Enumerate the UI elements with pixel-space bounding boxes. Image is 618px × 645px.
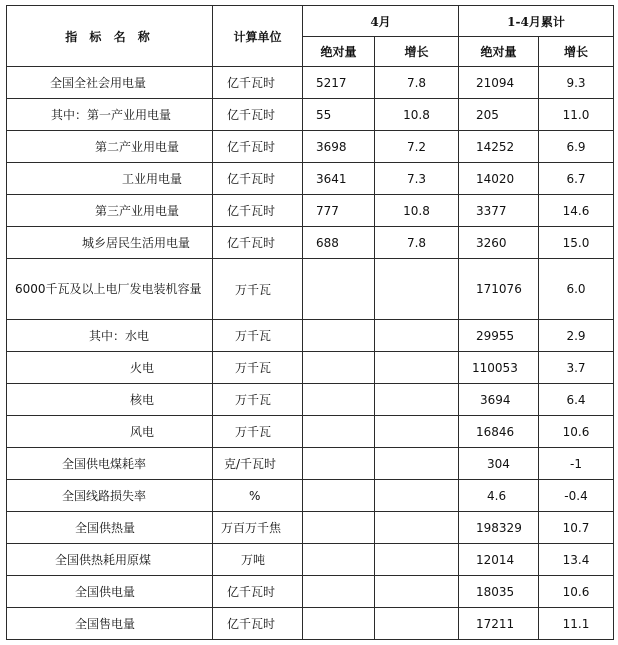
row-month-growth: 7.3 [375, 163, 459, 195]
row-month-growth [375, 448, 459, 480]
row-unit: 万千瓦 [213, 259, 303, 320]
table-row [7, 576, 614, 608]
row-name: 城乡居民生活用电量 [7, 227, 213, 259]
row-month-growth [375, 608, 459, 640]
header-ytd-group: 1-4月累计 [459, 6, 614, 37]
row-ytd-growth: 13.4 [539, 544, 614, 576]
row-unit: 亿千瓦时 [213, 163, 303, 195]
row-unit: 万百万千焦 [213, 512, 303, 544]
row-name: 全国供热耗用原煤 [7, 544, 213, 576]
row-name: 全国供电煤耗率 [7, 448, 213, 480]
row-name: 全国全社会用电量 [7, 67, 213, 99]
row-month-growth [375, 320, 459, 352]
statistics-table [6, 5, 614, 640]
row-ytd-absolute: 17211 [459, 608, 539, 640]
table-row [7, 259, 614, 320]
row-name: 风电 [7, 416, 213, 448]
row-ytd-absolute: 3694 [459, 384, 539, 416]
row-name: 火电 [7, 352, 213, 384]
row-ytd-absolute: 12014 [459, 544, 539, 576]
row-month-absolute [303, 608, 375, 640]
row-unit: 万千瓦 [213, 416, 303, 448]
row-unit: 亿千瓦时 [213, 576, 303, 608]
row-month-absolute [303, 384, 375, 416]
row-unit: 万吨 [213, 544, 303, 576]
header-month-absolute: 绝对量 [303, 37, 375, 67]
row-month-absolute: 55 [303, 99, 375, 131]
row-month-absolute [303, 544, 375, 576]
table-row [7, 608, 614, 640]
row-name: 其中：第一产业用电量 [7, 99, 213, 131]
table-row [7, 131, 614, 163]
row-name: 全国供电量 [7, 576, 213, 608]
row-ytd-growth: 10.6 [539, 416, 614, 448]
row-ytd-growth: 14.6 [539, 195, 614, 227]
row-ytd-absolute: 3260 [459, 227, 539, 259]
table-header [7, 6, 614, 67]
row-month-absolute [303, 576, 375, 608]
table-row [7, 67, 614, 99]
row-ytd-growth: -0.4 [539, 480, 614, 512]
row-ytd-growth: 3.7 [539, 352, 614, 384]
row-month-absolute [303, 320, 375, 352]
row-ytd-absolute: 171076 [459, 259, 539, 320]
row-unit: 亿千瓦时 [213, 227, 303, 259]
row-name: 全国供热量 [7, 512, 213, 544]
row-month-growth [375, 480, 459, 512]
row-month-growth: 10.8 [375, 195, 459, 227]
row-month-growth [375, 259, 459, 320]
table-row [7, 227, 614, 259]
header-unit: 计算单位 [213, 6, 303, 67]
row-name: 其中：水电 [7, 320, 213, 352]
row-unit: 亿千瓦时 [213, 67, 303, 99]
row-month-growth [375, 576, 459, 608]
table-row [7, 544, 614, 576]
row-month-growth [375, 384, 459, 416]
row-ytd-absolute: 4.6 [459, 480, 539, 512]
row-month-absolute: 777 [303, 195, 375, 227]
table-row [7, 352, 614, 384]
table-row [7, 320, 614, 352]
row-ytd-growth: 15.0 [539, 227, 614, 259]
row-ytd-absolute: 16846 [459, 416, 539, 448]
row-ytd-absolute: 14252 [459, 131, 539, 163]
header-ytd-absolute: 绝对量 [459, 37, 539, 67]
row-ytd-growth: 6.0 [539, 259, 614, 320]
table-row [7, 512, 614, 544]
row-ytd-growth: 9.3 [539, 67, 614, 99]
table-row [7, 448, 614, 480]
row-ytd-absolute: 304 [459, 448, 539, 480]
row-month-absolute: 3641 [303, 163, 375, 195]
row-unit: 亿千瓦时 [213, 195, 303, 227]
header-indicator-name: 指 标 名 称 [7, 6, 213, 67]
row-month-absolute [303, 512, 375, 544]
row-month-growth [375, 352, 459, 384]
row-month-growth [375, 416, 459, 448]
row-month-growth: 10.8 [375, 99, 459, 131]
row-month-absolute: 5217 [303, 67, 375, 99]
row-month-growth: 7.8 [375, 227, 459, 259]
row-month-growth [375, 512, 459, 544]
row-unit: 克/千瓦时 [213, 448, 303, 480]
row-ytd-growth: 2.9 [539, 320, 614, 352]
row-month-absolute [303, 416, 375, 448]
row-month-growth: 7.8 [375, 67, 459, 99]
row-unit: 亿千瓦时 [213, 99, 303, 131]
table-row [7, 416, 614, 448]
table-row [7, 99, 614, 131]
row-name: 全国售电量 [7, 608, 213, 640]
row-ytd-absolute: 21094 [459, 67, 539, 99]
row-name: 核电 [7, 384, 213, 416]
row-ytd-absolute: 110053 [459, 352, 539, 384]
row-ytd-absolute: 29955 [459, 320, 539, 352]
row-unit: 亿千瓦时 [213, 608, 303, 640]
row-month-absolute: 3698 [303, 131, 375, 163]
row-ytd-absolute: 14020 [459, 163, 539, 195]
table-row [7, 384, 614, 416]
row-month-absolute: 688 [303, 227, 375, 259]
row-unit: 亿千瓦时 [213, 131, 303, 163]
row-month-absolute [303, 259, 375, 320]
row-ytd-absolute: 18035 [459, 576, 539, 608]
row-ytd-growth: 11.1 [539, 608, 614, 640]
row-name: 第二产业用电量 [7, 131, 213, 163]
row-ytd-absolute: 205 [459, 99, 539, 131]
row-name: 全国线路损失率 [7, 480, 213, 512]
table-row [7, 480, 614, 512]
header-month-growth: 增长 [375, 37, 459, 67]
row-ytd-absolute: 3377 [459, 195, 539, 227]
row-name: 工业用电量 [7, 163, 213, 195]
row-unit: 万千瓦 [213, 352, 303, 384]
row-month-absolute [303, 448, 375, 480]
row-month-absolute [303, 352, 375, 384]
row-month-absolute [303, 480, 375, 512]
row-ytd-growth: 10.7 [539, 512, 614, 544]
row-ytd-growth: 6.7 [539, 163, 614, 195]
row-ytd-growth: 6.4 [539, 384, 614, 416]
row-unit: 万千瓦 [213, 320, 303, 352]
row-ytd-absolute: 198329 [459, 512, 539, 544]
table-row [7, 163, 614, 195]
header-ytd-growth: 增长 [539, 37, 614, 67]
table-body [7, 67, 614, 640]
row-month-growth: 7.2 [375, 131, 459, 163]
row-ytd-growth: 6.9 [539, 131, 614, 163]
row-name: 6000千瓦及以上电厂发电装机容量 [7, 259, 213, 320]
row-month-growth [375, 544, 459, 576]
row-unit: 万千瓦 [213, 384, 303, 416]
row-ytd-growth: 10.6 [539, 576, 614, 608]
table-row [7, 195, 614, 227]
row-unit: % [213, 480, 303, 512]
header-month-group: 4月 [303, 6, 459, 37]
row-name: 第三产业用电量 [7, 195, 213, 227]
row-ytd-growth: 11.0 [539, 99, 614, 131]
row-ytd-growth: -1 [539, 448, 614, 480]
